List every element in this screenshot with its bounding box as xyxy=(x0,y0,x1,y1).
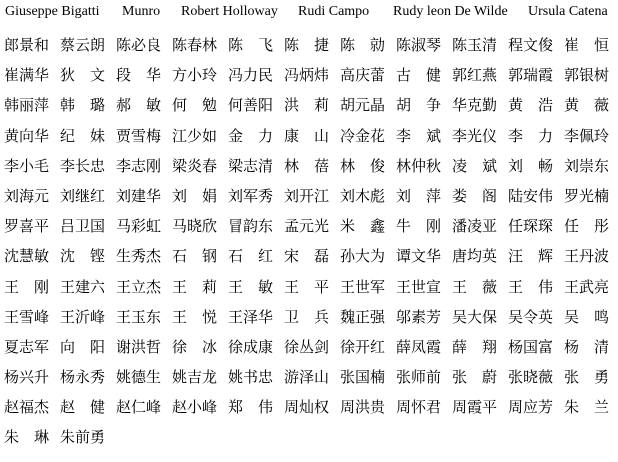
name-cell: 沈 铿 xyxy=(60,247,106,266)
name-cell: 王 莉 xyxy=(172,277,218,296)
name-cell: 王建六 xyxy=(60,277,106,296)
name-cell: 周洪贵 xyxy=(340,398,386,417)
name-cell: 狄 文 xyxy=(60,66,106,85)
name-cell: 陈 捷 xyxy=(284,36,330,54)
name-cell: 王玉东 xyxy=(116,307,162,326)
name-cell: 郑 伟 xyxy=(228,398,274,417)
name-cell: 杨兴升 xyxy=(4,368,50,387)
name-cell: 李光仪 xyxy=(452,126,498,145)
name-cell: 张师前 xyxy=(396,368,442,387)
name-cell: 卫 兵 xyxy=(284,307,330,326)
name-cell: 邬素芳 xyxy=(396,307,442,326)
name-cell: 郭红燕 xyxy=(452,66,498,85)
name-row xyxy=(0,30,618,60)
name-cell: 魏正强 xyxy=(340,307,386,326)
name-cell: 马晓欣 xyxy=(172,217,218,236)
name-cell: 郭瑞霞 xyxy=(508,66,554,85)
header-name: Giuseppe Bigatti xyxy=(5,4,100,19)
name-cell: 冯力民 xyxy=(228,66,274,85)
name-cell: 游泽山 xyxy=(284,368,330,387)
name-cell: 胡 争 xyxy=(396,96,442,115)
name-cell: 周应芳 xyxy=(508,398,554,417)
name-row xyxy=(0,332,618,362)
name-cell: 刘继红 xyxy=(60,186,106,205)
name-cell: 崔满华 xyxy=(4,66,50,85)
name-cell: 沈慧敏 xyxy=(4,247,50,266)
name-cell: 凌 斌 xyxy=(452,156,498,175)
name-cell: 向 阳 xyxy=(60,337,106,356)
name-cell: 薛凤霞 xyxy=(396,337,442,356)
name-cell: 李志刚 xyxy=(116,156,162,175)
name-cell: 陈 勍 xyxy=(340,36,386,54)
name-cell: 赵福杰 xyxy=(4,398,50,417)
name-row xyxy=(0,241,618,271)
name-cell: 刘建华 xyxy=(116,186,162,205)
name-cell: 刘崇东 xyxy=(564,156,610,175)
header-name: Rudy leon De Wilde xyxy=(393,4,508,19)
name-grid xyxy=(0,30,618,453)
name-cell: 王 平 xyxy=(284,277,330,296)
name-cell: 何 勉 xyxy=(172,96,218,115)
name-cell: 李 力 xyxy=(508,126,554,145)
name-cell: 罗光楠 xyxy=(564,186,610,205)
name-cell: 崔 恒 xyxy=(564,36,610,54)
name-cell: 米 鑫 xyxy=(340,217,386,236)
name-cell: 唐均英 xyxy=(452,247,498,266)
name-cell: 贾雪梅 xyxy=(116,126,162,145)
name-cell: 赵小峰 xyxy=(172,398,218,417)
name-cell: 冷金花 xyxy=(340,126,386,145)
name-cell: 李佩玲 xyxy=(564,126,610,145)
name-cell: 张国楠 xyxy=(340,368,386,387)
name-row xyxy=(0,272,618,302)
name-cell: 高庆蕾 xyxy=(340,66,386,85)
name-cell: 孙大为 xyxy=(340,247,386,266)
name-cell: 杨国富 xyxy=(508,337,554,356)
name-cell: 任 彤 xyxy=(564,217,610,236)
name-cell: 罗喜平 xyxy=(4,217,50,236)
name-cell: 夏志军 xyxy=(4,337,50,356)
name-cell: 黄向华 xyxy=(4,126,50,145)
name-row xyxy=(0,121,618,151)
name-row xyxy=(0,392,618,422)
name-cell: 康 山 xyxy=(284,126,330,145)
name-cell: 姚德生 xyxy=(116,368,162,387)
name-cell: 石 钢 xyxy=(172,247,218,266)
name-cell: 朱 琳 xyxy=(4,428,50,447)
name-cell: 王武亮 xyxy=(564,277,610,296)
name-cell: 王世宣 xyxy=(396,277,442,296)
name-cell: 林 蓓 xyxy=(284,156,330,175)
name-row xyxy=(0,422,618,452)
name-cell: 娄 阁 xyxy=(452,186,498,205)
name-cell: 赵仁峰 xyxy=(116,398,162,417)
name-cell: 汪 辉 xyxy=(508,247,554,266)
name-cell: 刘 萍 xyxy=(396,186,442,205)
name-cell: 徐成康 xyxy=(228,337,274,356)
name-cell: 王沂峰 xyxy=(60,307,106,326)
name-cell: 徐开红 xyxy=(340,337,386,356)
name-cell: 王泽华 xyxy=(228,307,274,326)
name-cell: 王立杰 xyxy=(116,277,162,296)
name-cell: 段 华 xyxy=(116,66,162,85)
name-cell: 姚书忠 xyxy=(228,368,274,387)
name-cell: 赵 健 xyxy=(60,398,106,417)
name-cell: 冯炳炜 xyxy=(284,66,330,85)
name-cell: 李长忠 xyxy=(60,156,106,175)
name-cell: 谢洪哲 xyxy=(116,337,162,356)
name-cell: 王 刚 xyxy=(4,277,50,296)
name-cell: 程文俊 xyxy=(508,36,554,54)
name-cell: 杨永秀 xyxy=(60,368,106,387)
name-cell: 陈 飞 xyxy=(228,36,274,54)
name-row xyxy=(0,181,618,211)
name-cell: 洪 莉 xyxy=(284,96,330,115)
name-cell: 纪 妹 xyxy=(60,126,106,145)
name-cell: 林仲秋 xyxy=(396,156,442,175)
name-cell: 周霞平 xyxy=(452,398,498,417)
name-row xyxy=(0,60,618,90)
header-name: Rudi Campo xyxy=(298,4,370,19)
name-cell: 郎景和 xyxy=(4,36,50,54)
name-cell: 潘凌亚 xyxy=(452,217,498,236)
name-cell: 王 悦 xyxy=(172,307,218,326)
name-cell: 刘海元 xyxy=(4,186,50,205)
name-cell: 黄 浩 xyxy=(508,96,554,115)
name-cell: 郭银树 xyxy=(564,66,610,85)
name-cell: 江少如 xyxy=(172,126,218,145)
name-cell: 梁志清 xyxy=(228,156,274,175)
name-cell: 陈淑琴 xyxy=(396,36,442,54)
name-cell: 陈必良 xyxy=(116,36,162,54)
name-cell: 胡元晶 xyxy=(340,96,386,115)
header-name: Robert Holloway xyxy=(181,4,278,19)
name-cell: 李小毛 xyxy=(4,156,50,175)
name-cell: 王 敏 xyxy=(228,277,274,296)
name-cell: 古 健 xyxy=(396,66,442,85)
name-cell: 生秀杰 xyxy=(116,247,162,266)
name-cell: 刘军秀 xyxy=(228,186,274,205)
name-cell: 陈玉清 xyxy=(452,36,498,54)
name-cell: 谭文华 xyxy=(396,247,442,266)
name-cell: 薛 翔 xyxy=(452,337,498,356)
name-cell: 王雪峰 xyxy=(4,307,50,326)
name-cell: 周怀君 xyxy=(396,398,442,417)
name-cell: 黄 薇 xyxy=(564,96,610,115)
name-cell: 方小玲 xyxy=(172,66,218,85)
name-cell: 林 俊 xyxy=(340,156,386,175)
name-cell: 李 斌 xyxy=(396,126,442,145)
name-cell: 陆安伟 xyxy=(508,186,554,205)
name-cell: 牛 刚 xyxy=(396,217,442,236)
name-cell: 周灿权 xyxy=(284,398,330,417)
name-cell: 马彩虹 xyxy=(116,217,162,236)
name-cell: 韩 璐 xyxy=(60,96,106,115)
name-cell: 刘开江 xyxy=(284,186,330,205)
name-row xyxy=(0,302,618,332)
name-cell: 陈春林 xyxy=(172,36,218,54)
name-row xyxy=(0,90,618,120)
name-cell: 刘木彪 xyxy=(340,186,386,205)
name-cell: 华克勤 xyxy=(452,96,498,115)
name-cell: 何善阳 xyxy=(228,96,274,115)
name-cell: 孟元光 xyxy=(284,217,330,236)
name-cell: 冒韵东 xyxy=(228,217,274,236)
name-cell: 宋 磊 xyxy=(284,247,330,266)
name-cell: 梁炎春 xyxy=(172,156,218,175)
name-cell: 吴大保 xyxy=(452,307,498,326)
name-cell: 石 红 xyxy=(228,247,274,266)
name-cell: 杨 清 xyxy=(564,337,610,356)
name-cell: 张 勇 xyxy=(564,368,610,387)
name-cell: 金 力 xyxy=(228,126,274,145)
name-cell: 徐 冰 xyxy=(172,337,218,356)
name-cell: 蔡云朗 xyxy=(60,36,106,54)
header-name: Munro xyxy=(122,4,161,19)
name-cell: 王 伟 xyxy=(508,277,554,296)
name-cell: 王丹波 xyxy=(564,247,610,266)
name-row xyxy=(0,211,618,241)
name-cell: 王世军 xyxy=(340,277,386,296)
header-names xyxy=(0,0,618,26)
name-cell: 朱前勇 xyxy=(60,428,106,447)
name-row xyxy=(0,362,618,392)
name-cell: 姚吉龙 xyxy=(172,368,218,387)
name-cell: 张 蔚 xyxy=(452,368,498,387)
header-name: Ursula Catena xyxy=(528,4,608,19)
name-cell: 徐丛剑 xyxy=(284,337,330,356)
name-cell: 吕卫国 xyxy=(60,217,106,236)
name-cell: 刘 娟 xyxy=(172,186,218,205)
name-row xyxy=(0,151,618,181)
name-cell: 王 薇 xyxy=(452,277,498,296)
name-cell: 吴 鸣 xyxy=(564,307,610,326)
name-cell: 韩丽萍 xyxy=(4,96,50,115)
name-cell: 张晓薇 xyxy=(508,368,554,387)
name-cell: 朱 兰 xyxy=(564,398,610,417)
name-cell: 任琛琛 xyxy=(508,217,554,236)
name-cell: 郝 敏 xyxy=(116,96,162,115)
name-cell: 刘 畅 xyxy=(508,156,554,175)
name-cell: 吴令英 xyxy=(508,307,554,326)
